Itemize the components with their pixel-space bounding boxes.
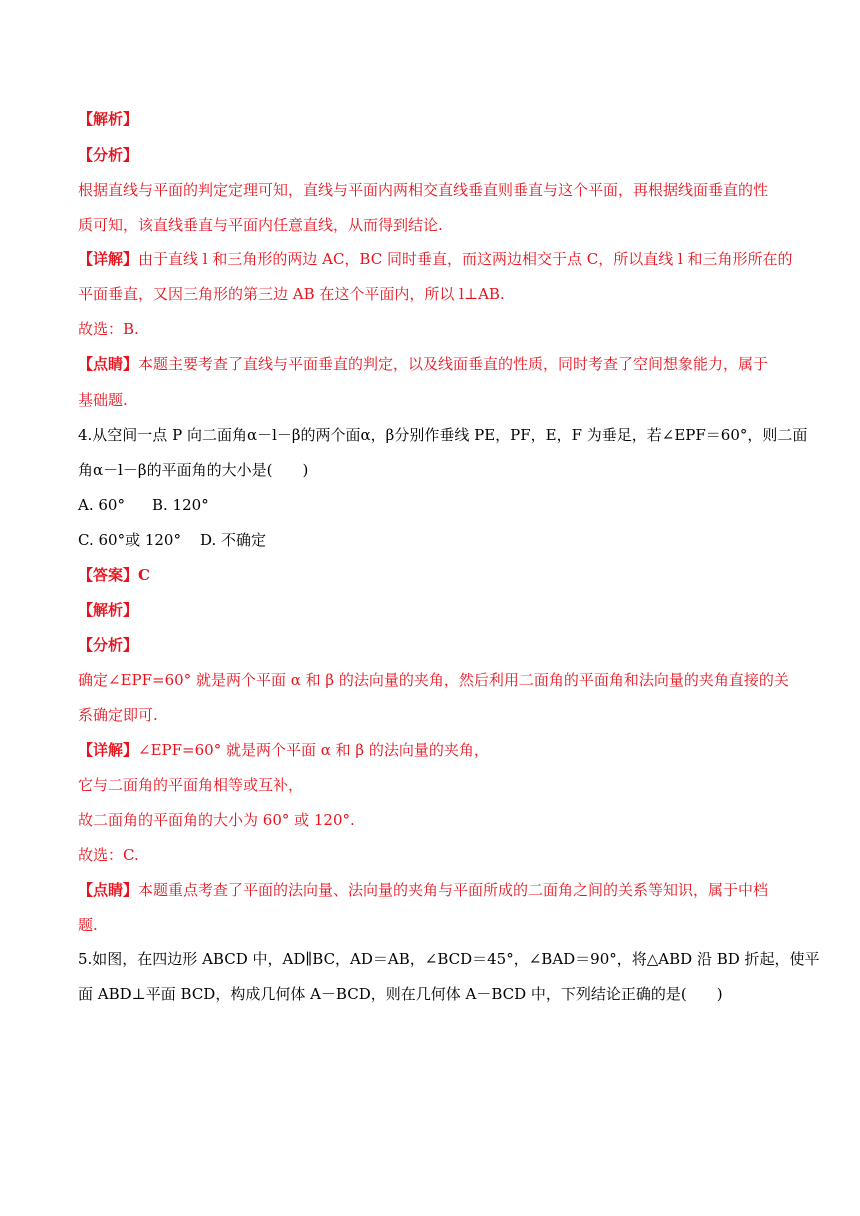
xiangjie-text: ∠EPF=60° 就是两个平面 α 和 β 的法向量的夹角，	[138, 741, 489, 759]
xiangjie-text-line: 故二面角的平面角的大小为 60° 或 120°.	[78, 811, 355, 829]
choice-text: 故选：C.	[78, 846, 139, 864]
question-5-stem: 5.如图，在四边形 ABCD 中，AD∥BC，AD＝AB，∠BCD＝45°，∠BAD＝90°，将△ABD 沿 BD 折起，使平	[78, 950, 820, 968]
xiangjie-heading: 【详解】	[78, 250, 139, 268]
question-4-options-row	[78, 531, 266, 549]
question-4-stem-line: 角α－l－β的平面角的大小是( )	[78, 461, 309, 479]
dianjing-paragraph	[78, 355, 768, 373]
fenxi-text-line: 确定∠EPF=60° 就是两个平面 α 和 β 的法向量的夹角，然后利用二面角的平面角和法向量的夹角直接的关	[78, 671, 789, 689]
xiangjie-paragraph	[78, 250, 793, 268]
question-4-options-row	[78, 496, 209, 514]
option-c: C. 60°或 120°	[78, 531, 181, 549]
dianjing-text-line: 基础题.	[78, 391, 128, 409]
fenxi-text-line: 根据直线与平面的判定定理可知，直线与平面内两相交直线垂直则垂直与这个平面，再根据线面垂直的性	[78, 181, 769, 199]
question-4-stem: 4.从空间一点 P 向二面角α－l－β的两个面α，β分别作垂线 PE，PF，E，F 为垂足，若∠EPF＝60°，则二面	[78, 426, 808, 444]
dianjing-heading: 【点睛】	[78, 355, 139, 373]
dianjing-text-line: 题.	[78, 916, 98, 934]
dianjing-text: 本题重点考查了平面的法向量、法向量的夹角与平面所成的二面角之间的关系等知识，属于中档	[138, 881, 769, 899]
dianjing-heading: 【点睛】	[78, 881, 139, 899]
fenxi-heading: 【分析】	[78, 146, 139, 164]
jiexi-heading: 【解析】	[78, 601, 139, 619]
option-d: D. 不确定	[200, 531, 267, 549]
option-b: B. 120°	[152, 496, 209, 514]
question-5-stem-line: 面 ABD⊥平面 BCD，构成几何体 A－BCD，则在几何体 A－BCD 中，下列结论正确的是( )	[78, 985, 723, 1003]
xiangjie-heading: 【详解】	[78, 741, 139, 759]
answer-heading: 【答案】C	[78, 566, 150, 584]
xiangjie-paragraph	[78, 741, 489, 759]
jiexi-heading: 【解析】	[78, 110, 139, 128]
xiangjie-text-line: 它与二面角的平面角相等或互补，	[78, 776, 304, 794]
xiangjie-text-line: 平面垂直，又因三角形的第三边 AB 在这个平面内，所以 l⊥AB.	[78, 285, 505, 303]
dianjing-text: 本题主要考查了直线与平面垂直的判定，以及线面垂直的性质，同时考查了空间想象能力，属于	[138, 355, 769, 373]
choice-text: 故选：B.	[78, 320, 139, 338]
option-a: A. 60°	[78, 496, 125, 514]
fenxi-heading: 【分析】	[78, 636, 139, 654]
fenxi-text-line: 系确定即可.	[78, 706, 158, 724]
xiangjie-text: 由于直线 l 和三角形的两边 AC，BC 同时垂直，而这两边相交于点 C，所以直线 l 和三角形所在的	[138, 250, 793, 268]
dianjing-paragraph	[78, 881, 768, 899]
fenxi-text-line: 质可知，该直线垂直与平面内任意直线，从而得到结论.	[78, 216, 443, 234]
